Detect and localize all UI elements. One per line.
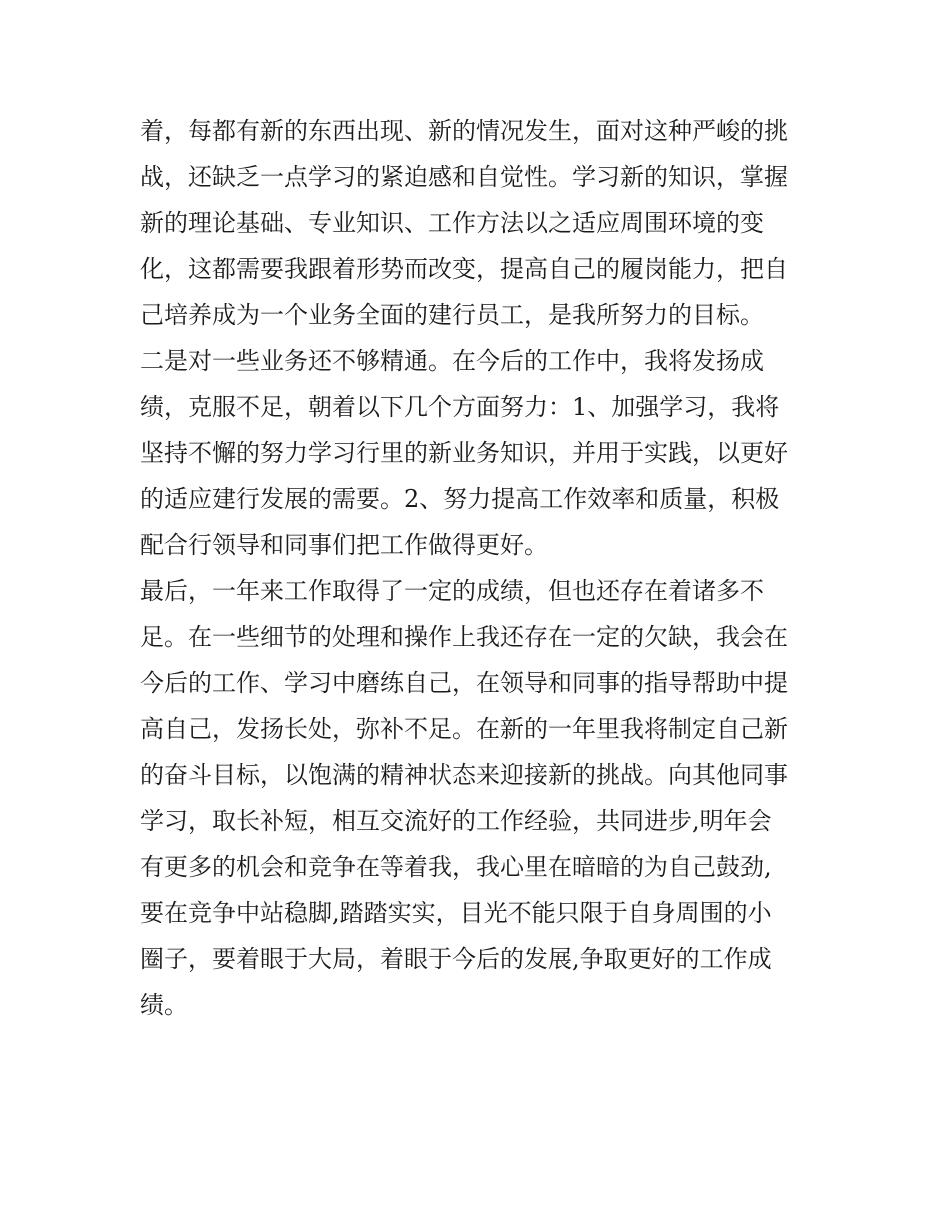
document-body — [140, 108, 820, 1028]
text-line-1: 着，每都有新的东西出现、新的情况发生，面对这种严峻的挑 — [140, 117, 788, 145]
text-line-5: 己培养成为一个业务全面的建行员工，是我所努力的目标。 — [140, 301, 764, 329]
text-line-3: 新的理论基础、专业知识、工作方法以之适应周围环境的变 — [140, 209, 764, 237]
text-line-17: 有更多的机会和竞争在等着我，我心里在暗暗的为自己鼓劲, — [140, 853, 772, 881]
text-line-15: 的奋斗目标，以饱满的精神状态来迎接新的挑战。向其他同事 — [140, 761, 788, 789]
text-line-14: 高自己，发扬长处，弥补不足。在新的一年里我将制定自己新 — [140, 715, 788, 743]
text-line-16: 学习，取长补短，相互交流好的工作经验，共同进步,明年会 — [140, 807, 772, 835]
text-line-13: 今后的工作、学习中磨练自己，在领导和同事的指导帮助中提 — [140, 669, 788, 697]
text-line-10: 配合行领导和同事们把工作做得更好。 — [140, 531, 548, 559]
text-line-18: 要在竞争中站稳脚,踏踏实实，目光不能只限于自身周围的小 — [140, 899, 772, 927]
text-line-2: 战，还缺乏一点学习的紧迫感和自觉性。学习新的知识，掌握 — [140, 163, 788, 191]
text-line-7: 绩，克服不足，朝着以下几个方面努力：1、加强学习，我将 — [140, 393, 780, 421]
text-line-11: 最后，一年来工作取得了一定的成绩，但也还存在着诸多不 — [140, 577, 764, 605]
text-line-4: 化，这都需要我跟着形势而改变，提高自己的履岗能力，把自 — [140, 255, 788, 283]
text-line-12: 足。在一些细节的处理和操作上我还存在一定的欠缺，我会在 — [140, 623, 788, 651]
text-line-9: 的适应建行发展的需要。2、努力提高工作效率和质量，积极 — [140, 485, 780, 513]
text-line-20: 绩。 — [140, 991, 188, 1019]
text-line-6: 二是对一些业务还不够精通。在今后的工作中，我将发扬成 — [140, 347, 764, 375]
text-line-8: 坚持不懈的努力学习行里的新业务知识，并用于实践，以更好 — [140, 439, 788, 467]
text-line-19: 圈子，要着眼于大局，着眼于今后的发展,争取更好的工作成 — [140, 945, 772, 973]
